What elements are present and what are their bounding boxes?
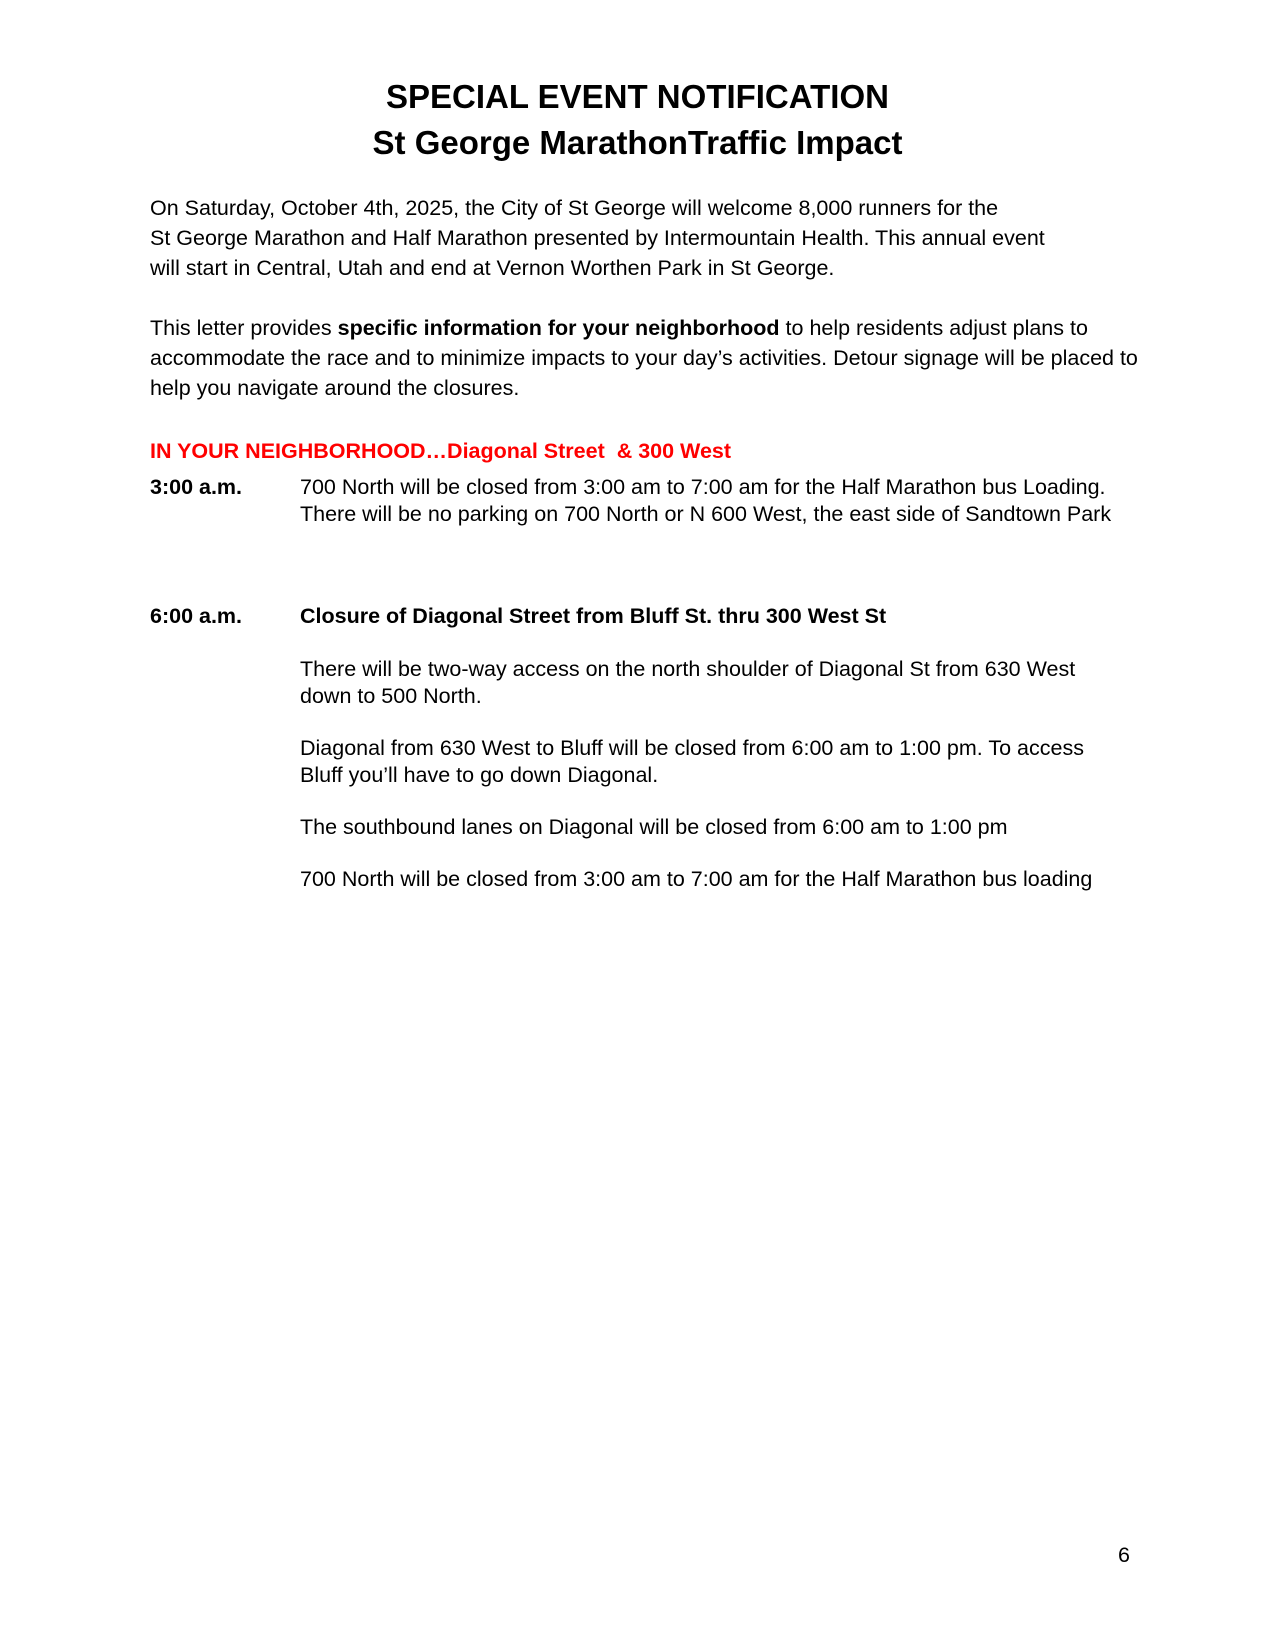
purpose-paragraph [150,313,1140,403]
intro-line-1: On Saturday, October 4th, 2025, the City of St George will welcome 8,000 runners for the [150,196,999,220]
intro-paragraph [150,193,1140,283]
document-title [0,74,1275,166]
schedule-detail-4: 700 North will be closed from 3:00 am to 7:00 am for the Half Marathon bus loading [300,867,1093,891]
schedule-detail-3: The southbound lanes on Diagonal will be closed from 6:00 am to 1:00 pm [300,815,1008,839]
schedule-time-2: 6:00 a.m. [150,604,243,628]
schedule-time-1: 3:00 a.m. [150,475,243,499]
purpose-text-bold: specific information for your neighborhood [337,316,780,340]
purpose-text-after: to help residents adjust plans to accommodate the race and to minimize impacts to your day’s activities. Detour signage will be placed to help you navigate around the closures. [150,316,1138,400]
schedule-heading-2: Closure of Diagonal Street from Bluff St. thru 300 West St [300,604,887,628]
purpose-text-before: This letter provides [150,316,338,340]
page-number: 6 [1118,1543,1130,1567]
schedule-text-1: 700 North will be closed from 3:00 am to 7:00 am for the Half Marathon bus Loading. There will be no parking on 700 North or N 600 West, the east side of Sandtown Park [300,475,1112,526]
neighborhood-heading: IN YOUR NEIGHBORHOOD…Diagonal Street & 300 West [150,439,732,463]
schedule-detail-2: Diagonal from 630 West to Bluff will be closed from 6:00 am to 1:00 pm. To access Bluff you’ll have to go down Diagonal. [300,736,1084,787]
title-line-1: SPECIAL EVENT NOTIFICATION [386,78,889,115]
schedule-detail-1: There will be two-way access on the north shoulder of Diagonal St from 630 West down to 500 North. [300,657,1076,708]
title-line-2: St George MarathonTraffic Impact [372,124,903,161]
intro-line-2: St George Marathon and Half Marathon presented by Intermountain Health. This annual event [150,226,1045,250]
intro-line-3: will start in Central, Utah and end at Vernon Worthen Park in St George. [150,256,835,280]
